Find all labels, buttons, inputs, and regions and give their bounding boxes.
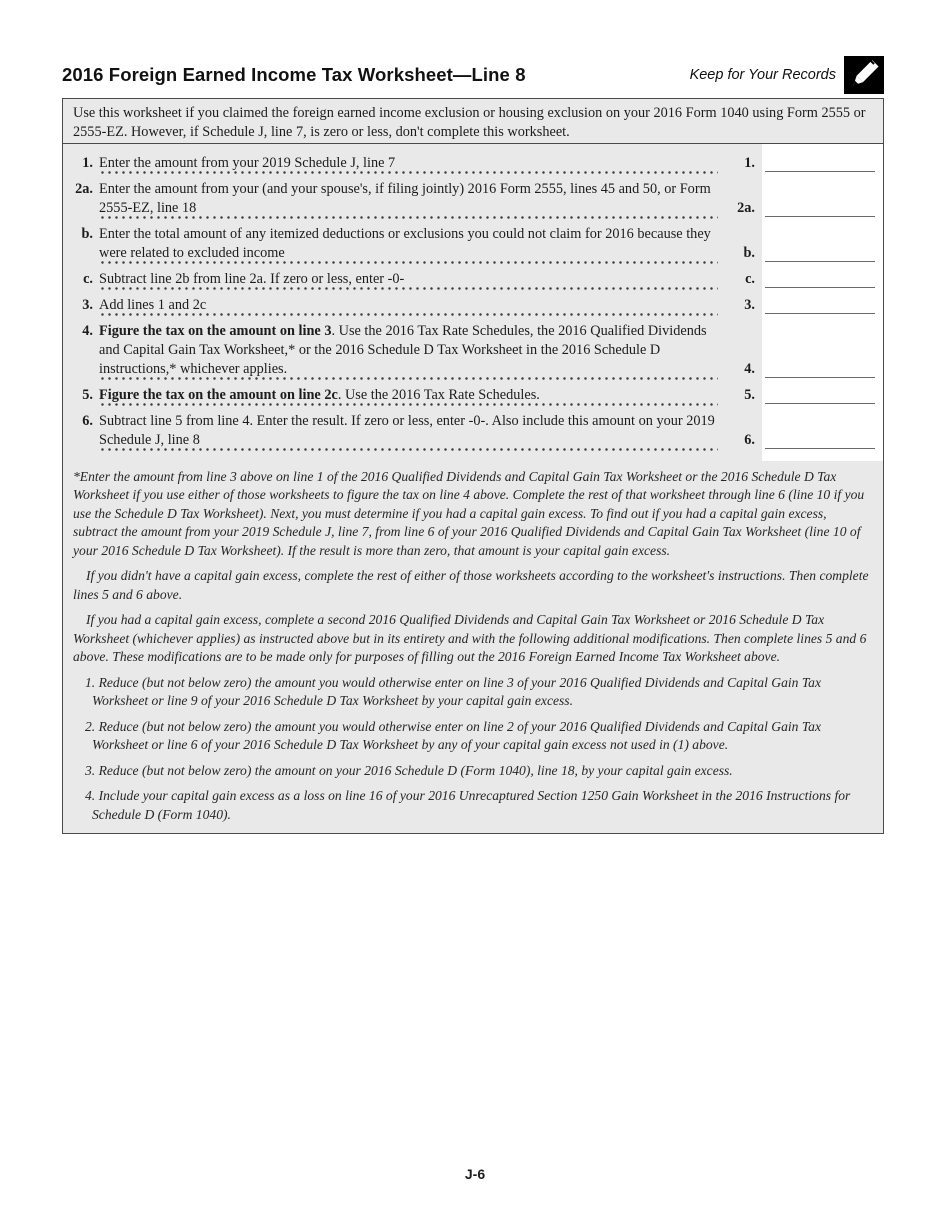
line-text: Enter the amount from your (and your spouse's, if filing jointly) 2016 Form 2555, lines 45 and 50, or Form 2555-EZ, line 18 [99,181,711,216]
line-row-5 [63,386,883,407]
line-row-6 [63,412,883,452]
amount-field-2a[interactable] [762,199,883,220]
amount-value[interactable] [765,270,875,288]
line-row-1 [63,154,883,175]
amount-field-1[interactable] [762,154,883,175]
line-ref: 2a. [737,200,755,216]
amount-value[interactable] [765,244,875,262]
amount-value[interactable] [765,154,875,172]
line-text: Enter the total amount of any itemized deductions or exclusions you could not claim for 2016 because they were related to excluded income [99,226,711,261]
footnote-mod-2: 2. Reduce (but not below zero) the amount you would otherwise enter on line 2 of your 2016 Qualified Dividends and Capital Gain Tax Worksheet or line 6 of your 2016 Schedule D Tax Worksheet by any of your capital gain excess not used in (1) above. [85,718,821,753]
line-number: b. [81,226,93,242]
line-number: 2a. [75,181,93,197]
footnote-mod-1: 1. Reduce (but not below zero) the amount you would otherwise enter on line 3 of your 2016 Qualified Dividends and Capital Gain Tax Worksheet or line 9 of your 2016 Schedule D Tax Worksheet by your capital gain excess. [85,674,821,709]
line-text-cell [99,386,718,407]
line-row-3 [63,296,883,317]
line-number: 1. [82,155,93,171]
worksheet-box [62,143,884,834]
footnote-mod-3: 3. Reduce (but not below zero) the amount on your 2016 Schedule D (Form 1040), line 18, by your capital gain excess. [85,762,733,778]
line-number: 5. [82,387,93,403]
amount-field-2c[interactable] [762,270,883,291]
line-text-bold: Figure the tax on the amount on line 2c [99,387,338,403]
line-text: Subtract line 2b from line 2a. If zero or less, enter -0- [99,271,405,287]
amount-field-5[interactable] [762,386,883,407]
line-ref: 4. [744,361,755,377]
line-text: . Use the 2016 Tax Rate Schedules. [337,387,540,403]
header [62,56,884,94]
line-text: Add lines 1 and 2c [99,297,207,313]
line-number: 6. [82,413,93,429]
line-ref: 1. [744,155,755,171]
footnotes [63,461,883,833]
line-row-4 [63,322,883,381]
amount-value[interactable] [765,431,875,449]
line-text-cell [99,154,718,175]
line-text-bold: Figure the tax on the amount on line 3 [99,323,332,339]
amount-field-4[interactable] [762,360,883,381]
footnote-had-excess: If you had a capital gain excess, complete a second 2016 Qualified Dividends and Capital Gain Tax Worksheet or 2016 Schedule D Tax Worksheet (whichever applies) as instructed above but in its entirety and with the following additional modifications. Then complete lines 5 and 6 above. These modifications are to be made only for purposes of filling out the 2016 Foreign Earned Income Tax Worksheet above. [73,612,867,665]
line-text-cell [99,225,718,265]
line-text-cell [99,322,718,381]
amount-value[interactable] [765,199,875,217]
line-number: 4. [82,323,93,339]
line-row-2a [63,180,883,220]
line-text-cell [99,296,718,317]
line-text-cell [99,270,718,291]
line-text-cell [99,412,718,452]
line-ref: 3. [744,297,755,313]
keep-for-records-label: Keep for Your Records [689,67,836,83]
worksheet-lines [63,144,883,461]
page-number: J-6 [464,1166,486,1182]
line-number: c. [83,271,93,287]
amount-value[interactable] [765,386,875,404]
line-ref: c. [745,271,755,287]
line-row-2b [63,225,883,265]
line-number: 3. [82,297,93,313]
amount-value[interactable] [765,360,875,378]
keep-for-records [690,56,884,94]
page-title: 2016 Foreign Earned Income Tax Worksheet—Line 8 [62,64,526,85]
amount-value[interactable] [765,296,875,314]
amount-field-6[interactable] [762,431,883,452]
line-text: . Use the 2016 Tax Rate Schedules, the 2016 Qualified Dividends and Capital Gain Tax Worksheet,* or the 2016 Schedule D Tax Worksheet in the 2016 Schedule D instructions,* whichever applies. [99,323,707,377]
line-text: Enter the amount from your 2019 Schedule J, line 7 [99,155,396,171]
line-text: Subtract line 5 from line 4. Enter the result. If zero or less, enter -0-. Also include this amount on your 2019 Schedule J, line 8 [99,413,715,448]
footnote-star: *Enter the amount from line 3 above on line 1 of the 2016 Qualified Dividends and Capital Gain Tax Worksheet or the 2016 Schedule D Tax Worksheet if you use either of those worksheets to figure the tax on line 4 above. Complete the rest of that worksheet through line 6 (line 10 if you use the Schedule D Tax Worksheet). Next, you must determine if you had a capital gain excess. To find out if you had a capital gain excess, subtract the amount from your 2019 Schedule J, line 7, from line 6 of your 2016 Qualified Dividends and Capital Gain Tax Worksheet (line 10 of your 2016 Schedule D Tax Worksheet). If the result is more than zero, that amount is your capital gain excess. [73,469,865,558]
line-text-cell [99,180,718,220]
amount-field-2b[interactable] [762,244,883,265]
line-row-2c [63,270,883,291]
line-ref: b. [743,245,755,261]
footnote-mod-4: 4. Include your capital gain excess as a loss on line 16 of your 2016 Unrecaptured Section 1250 Gain Worksheet in the 2016 Instructions for Schedule D (Form 1040). [85,788,851,822]
footnote-no-excess: If you didn't have a capital gain excess, complete the rest of either of those worksheets according to the worksheet's instructions. Then complete lines 5 and 6 above. [73,568,869,602]
line-ref: 6. [744,432,755,448]
line-ref: 5. [744,387,755,403]
pencil-icon [844,56,884,94]
intro-text: Use this worksheet if you claimed the foreign earned income exclusion or housing exclusion on your 2016 Form 1040 using Form 2555 or 2555-EZ. However, if Schedule J, line 7, is zero or less, don't complete this worksheet. [73,105,866,141]
amount-field-3[interactable] [762,296,883,317]
